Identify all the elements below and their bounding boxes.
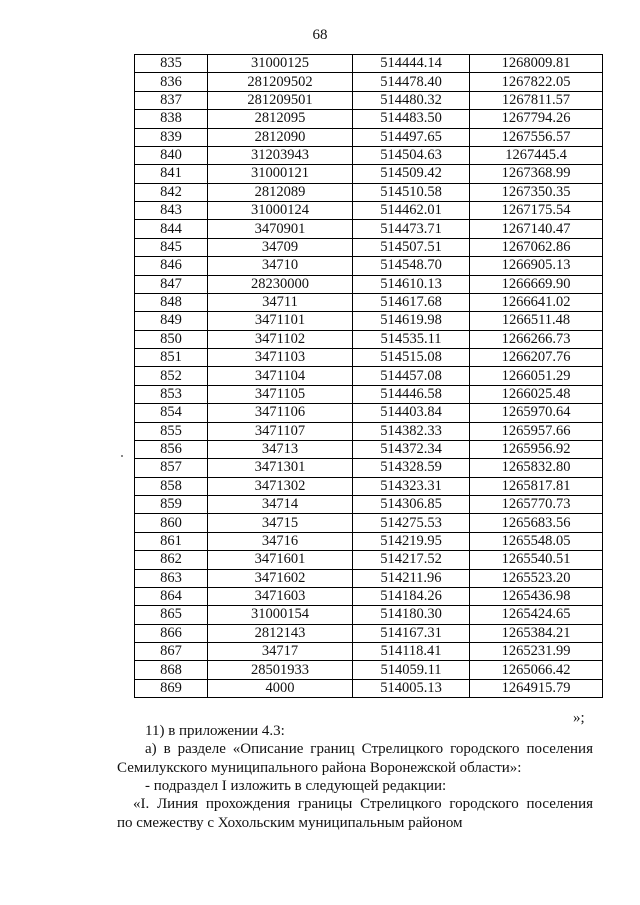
table-body <box>135 55 603 698</box>
y-coordinate-cell: 1265540.51 <box>470 551 603 569</box>
table-row <box>135 349 603 367</box>
x-coordinate-cell: 514446.58 <box>353 385 470 403</box>
point-id-cell: 4000 <box>208 679 353 697</box>
item-11: 11) в приложении 4.3: <box>145 723 285 739</box>
table-row <box>135 202 603 220</box>
table-row <box>135 496 603 514</box>
x-coordinate-cell: 514462.01 <box>353 202 470 220</box>
point-number-cell: 857 <box>135 459 208 477</box>
y-coordinate-cell: 1265683.56 <box>470 514 603 532</box>
y-coordinate-cell: 1265436.98 <box>470 587 603 605</box>
y-coordinate-cell: 1267368.99 <box>470 165 603 183</box>
x-coordinate-cell: 514059.11 <box>353 661 470 679</box>
table-row <box>135 679 603 697</box>
x-coordinate-cell: 514219.95 <box>353 532 470 550</box>
y-coordinate-cell: 1267794.26 <box>470 110 603 128</box>
table-row <box>135 55 603 73</box>
y-coordinate-cell: 1268009.81 <box>470 55 603 73</box>
point-number-cell: 868 <box>135 661 208 679</box>
table-row <box>135 330 603 348</box>
table-row <box>135 587 603 605</box>
table-row <box>135 459 603 477</box>
x-coordinate-cell: 514480.32 <box>353 91 470 109</box>
table-row <box>135 551 603 569</box>
point-number-cell: 846 <box>135 257 208 275</box>
table-row <box>135 532 603 550</box>
point-number-cell: 844 <box>135 220 208 238</box>
x-coordinate-cell: 514167.31 <box>353 624 470 642</box>
x-coordinate-cell: 514382.33 <box>353 422 470 440</box>
point-number-cell: 860 <box>135 514 208 532</box>
point-id-cell: 3471102 <box>208 330 353 348</box>
point-id-cell: 31000154 <box>208 606 353 624</box>
x-coordinate-cell: 514504.63 <box>353 146 470 164</box>
table-row <box>135 514 603 532</box>
point-id-cell: 2812089 <box>208 183 353 201</box>
y-coordinate-cell: 1265770.73 <box>470 496 603 514</box>
table-row <box>135 312 603 330</box>
point-number-cell: 840 <box>135 146 208 164</box>
coordinates-table <box>134 54 603 698</box>
table-row <box>135 73 603 91</box>
table-row <box>135 385 603 403</box>
point-number-cell: 854 <box>135 404 208 422</box>
point-number-cell: 843 <box>135 202 208 220</box>
point-id-cell: 34717 <box>208 643 353 661</box>
y-coordinate-cell: 1266051.29 <box>470 367 603 385</box>
table-row <box>135 422 603 440</box>
table-row <box>135 367 603 385</box>
x-coordinate-cell: 514478.40 <box>353 73 470 91</box>
table-row <box>135 440 603 458</box>
point-id-cell: 31000121 <box>208 165 353 183</box>
section-heading-line-2: по смежеству с Хохольским муниципальным районом <box>117 815 463 831</box>
point-id-cell: 34710 <box>208 257 353 275</box>
y-coordinate-cell: 1265424.65 <box>470 606 603 624</box>
section-heading-paragraph <box>117 795 593 833</box>
y-coordinate-cell: 1266266.73 <box>470 330 603 348</box>
y-coordinate-cell: 1264915.79 <box>470 679 603 697</box>
point-number-cell: 865 <box>135 606 208 624</box>
point-id-cell: 3471601 <box>208 551 353 569</box>
point-number-cell: 867 <box>135 643 208 661</box>
point-id-cell: 34716 <box>208 532 353 550</box>
point-number-cell: 863 <box>135 569 208 587</box>
x-coordinate-cell: 514005.13 <box>353 679 470 697</box>
y-coordinate-cell: 1265817.81 <box>470 477 603 495</box>
y-coordinate-cell: 1266511.48 <box>470 312 603 330</box>
x-coordinate-cell: 514323.31 <box>353 477 470 495</box>
point-id-cell: 2812090 <box>208 128 353 146</box>
point-id-cell: 3471602 <box>208 569 353 587</box>
x-coordinate-cell: 514548.70 <box>353 257 470 275</box>
point-id-cell: 3471107 <box>208 422 353 440</box>
x-coordinate-cell: 514306.85 <box>353 496 470 514</box>
table-row <box>135 606 603 624</box>
x-coordinate-cell: 514510.58 <box>353 183 470 201</box>
table-row <box>135 293 603 311</box>
y-coordinate-cell: 1265970.64 <box>470 404 603 422</box>
y-coordinate-cell: 1266025.48 <box>470 385 603 403</box>
table-row <box>135 569 603 587</box>
point-id-cell: 3471104 <box>208 367 353 385</box>
x-coordinate-cell: 514617.68 <box>353 293 470 311</box>
x-coordinate-cell: 514497.65 <box>353 128 470 146</box>
x-coordinate-cell: 514184.26 <box>353 587 470 605</box>
x-coordinate-cell: 514403.84 <box>353 404 470 422</box>
y-coordinate-cell: 1265523.20 <box>470 569 603 587</box>
scan-speck <box>121 455 123 457</box>
page-number: 68 <box>312 27 328 43</box>
y-coordinate-cell: 1265956.92 <box>470 440 603 458</box>
point-number-cell: 853 <box>135 385 208 403</box>
point-number-cell: 852 <box>135 367 208 385</box>
y-coordinate-cell: 1267140.47 <box>470 220 603 238</box>
point-id-cell: 3471103 <box>208 349 353 367</box>
table-row <box>135 257 603 275</box>
point-id-cell: 34711 <box>208 293 353 311</box>
point-number-cell: 862 <box>135 551 208 569</box>
point-number-cell: 866 <box>135 624 208 642</box>
point-number-cell: 850 <box>135 330 208 348</box>
table-row <box>135 477 603 495</box>
table-row <box>135 643 603 661</box>
point-number-cell: 837 <box>135 91 208 109</box>
point-number-cell: 845 <box>135 238 208 256</box>
y-coordinate-cell: 1267445.4 <box>470 146 603 164</box>
y-coordinate-cell: 1267350.35 <box>470 183 603 201</box>
x-coordinate-cell: 514535.11 <box>353 330 470 348</box>
table-row <box>135 165 603 183</box>
table-row <box>135 110 603 128</box>
point-id-cell: 34709 <box>208 238 353 256</box>
y-coordinate-cell: 1267556.57 <box>470 128 603 146</box>
y-coordinate-cell: 1266669.90 <box>470 275 603 293</box>
table-row <box>135 183 603 201</box>
point-id-cell: 3471106 <box>208 404 353 422</box>
point-number-cell: 856 <box>135 440 208 458</box>
point-id-cell: 34715 <box>208 514 353 532</box>
y-coordinate-cell: 1266207.76 <box>470 349 603 367</box>
point-id-cell: 2812095 <box>208 110 353 128</box>
point-id-cell: 3470901 <box>208 220 353 238</box>
point-id-cell: 281209502 <box>208 73 353 91</box>
subsection-instruction: - подраздел I изложить в следующей редакции: <box>145 778 447 794</box>
point-id-cell: 28230000 <box>208 275 353 293</box>
table-row <box>135 404 603 422</box>
y-coordinate-cell: 1266905.13 <box>470 257 603 275</box>
point-id-cell: 31000124 <box>208 202 353 220</box>
point-number-cell: 864 <box>135 587 208 605</box>
item-a-paragraph <box>117 740 593 778</box>
point-number-cell: 855 <box>135 422 208 440</box>
table-row <box>135 220 603 238</box>
point-number-cell: 842 <box>135 183 208 201</box>
y-coordinate-cell: 1265832.80 <box>470 459 603 477</box>
x-coordinate-cell: 514619.98 <box>353 312 470 330</box>
y-coordinate-cell: 1265957.66 <box>470 422 603 440</box>
point-id-cell: 3471101 <box>208 312 353 330</box>
point-id-cell: 2812143 <box>208 624 353 642</box>
closing-quote-mark: »; <box>573 710 585 726</box>
table-row <box>135 275 603 293</box>
x-coordinate-cell: 514275.53 <box>353 514 470 532</box>
point-number-cell: 859 <box>135 496 208 514</box>
point-number-cell: 841 <box>135 165 208 183</box>
table-row <box>135 128 603 146</box>
point-number-cell: 861 <box>135 532 208 550</box>
point-id-cell: 34714 <box>208 496 353 514</box>
x-coordinate-cell: 514211.96 <box>353 569 470 587</box>
item-a-line-1: а) в разделе «Описание границ Стрелицкого городского поселения <box>145 741 593 757</box>
y-coordinate-cell: 1267811.57 <box>470 91 603 109</box>
x-coordinate-cell: 514118.41 <box>353 643 470 661</box>
x-coordinate-cell: 514507.51 <box>353 238 470 256</box>
x-coordinate-cell: 514444.14 <box>353 55 470 73</box>
y-coordinate-cell: 1267175.54 <box>470 202 603 220</box>
x-coordinate-cell: 514457.08 <box>353 367 470 385</box>
item-a-line-2: Семилукского муниципального района Воронежской области»: <box>117 760 522 776</box>
point-id-cell: 3471105 <box>208 385 353 403</box>
table-row <box>135 146 603 164</box>
point-id-cell: 281209501 <box>208 91 353 109</box>
point-number-cell: 835 <box>135 55 208 73</box>
x-coordinate-cell: 514217.52 <box>353 551 470 569</box>
x-coordinate-cell: 514473.71 <box>353 220 470 238</box>
point-id-cell: 3471301 <box>208 459 353 477</box>
table-row <box>135 624 603 642</box>
x-coordinate-cell: 514515.08 <box>353 349 470 367</box>
y-coordinate-cell: 1267062.86 <box>470 238 603 256</box>
point-id-cell: 31203943 <box>208 146 353 164</box>
x-coordinate-cell: 514180.30 <box>353 606 470 624</box>
point-id-cell: 3471302 <box>208 477 353 495</box>
y-coordinate-cell: 1267822.05 <box>470 73 603 91</box>
point-number-cell: 849 <box>135 312 208 330</box>
point-number-cell: 848 <box>135 293 208 311</box>
point-number-cell: 851 <box>135 349 208 367</box>
x-coordinate-cell: 514509.42 <box>353 165 470 183</box>
table-row <box>135 661 603 679</box>
x-coordinate-cell: 514610.13 <box>353 275 470 293</box>
y-coordinate-cell: 1265066.42 <box>470 661 603 679</box>
y-coordinate-cell: 1265384.21 <box>470 624 603 642</box>
y-coordinate-cell: 1265548.05 <box>470 532 603 550</box>
point-number-cell: 869 <box>135 679 208 697</box>
point-id-cell: 31000125 <box>208 55 353 73</box>
point-id-cell: 34713 <box>208 440 353 458</box>
section-heading-line-1: «I. Линия прохождения границы Стрелицкого городского поселения <box>133 796 593 812</box>
point-number-cell: 839 <box>135 128 208 146</box>
x-coordinate-cell: 514483.50 <box>353 110 470 128</box>
y-coordinate-cell: 1266641.02 <box>470 293 603 311</box>
x-coordinate-cell: 514328.59 <box>353 459 470 477</box>
point-number-cell: 838 <box>135 110 208 128</box>
point-number-cell: 836 <box>135 73 208 91</box>
table-row <box>135 91 603 109</box>
point-id-cell: 28501933 <box>208 661 353 679</box>
y-coordinate-cell: 1265231.99 <box>470 643 603 661</box>
point-id-cell: 3471603 <box>208 587 353 605</box>
table-row <box>135 238 603 256</box>
point-number-cell: 858 <box>135 477 208 495</box>
point-number-cell: 847 <box>135 275 208 293</box>
x-coordinate-cell: 514372.34 <box>353 440 470 458</box>
